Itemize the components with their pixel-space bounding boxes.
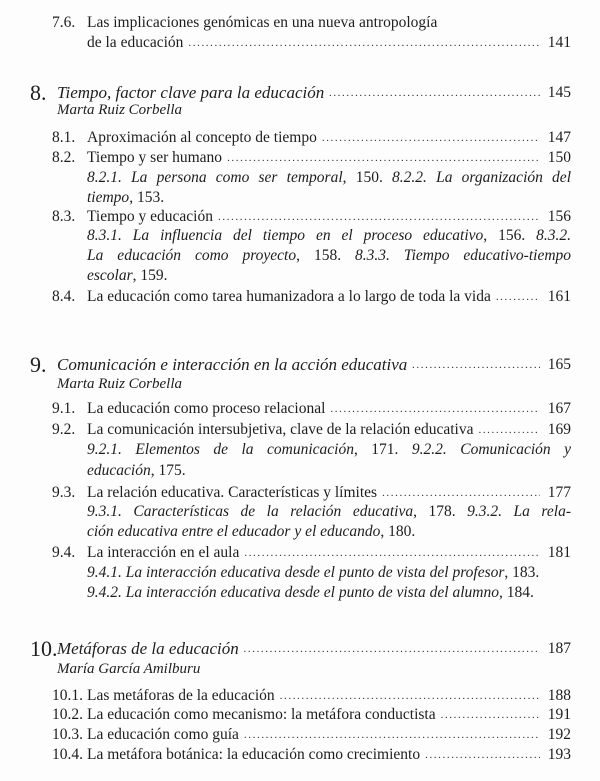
subsection-segment: , 150.: [342, 169, 393, 186]
toc-sub-line: [0, 563, 600, 583]
page-number: 141: [547, 34, 571, 51]
entry-body: [87, 705, 571, 725]
page-number: 167: [547, 400, 571, 417]
toc-sub-line: [0, 188, 600, 208]
subsection-segment: , 183.: [504, 564, 540, 581]
subsection-segment: , 178.: [413, 503, 468, 520]
page-number: 193: [547, 746, 571, 763]
entry-body: [87, 207, 571, 227]
subsection-segment: 9.2.1. Elementos de la comunicación: [87, 441, 354, 458]
entry-number: 7.6.: [52, 14, 76, 31]
entry-body: [87, 13, 571, 33]
entry-title: La educación como guía: [87, 726, 239, 743]
page-number: 187: [547, 640, 571, 657]
dot-leader: [280, 686, 540, 706]
entry-body: [87, 33, 571, 53]
subsection-segment: , 180.: [380, 523, 416, 540]
chapter-author: María García Amilburu: [57, 661, 201, 677]
entry-title: Tiempo y educación: [87, 208, 213, 225]
subsection-line: [87, 168, 571, 188]
entry-body: [87, 287, 571, 307]
page-number: 177: [547, 484, 571, 501]
chapter-title: Metáforas de la educación: [57, 639, 239, 658]
page-number: 156: [547, 208, 571, 225]
toc-entry-line: [0, 207, 600, 227]
entry-body: [87, 543, 571, 563]
page-number: 145: [547, 84, 571, 101]
page-number: 147: [547, 129, 571, 146]
entry-number: 10.3.: [52, 726, 83, 743]
entry-number: 9.2.: [52, 421, 76, 438]
toc-entry-line: [0, 148, 600, 168]
entry-body: [87, 725, 571, 745]
subsection-segment: 9.4.2. La interacción educativa desde el punto de vista del alumno: [87, 584, 499, 601]
entry-body: [87, 420, 571, 440]
page-number: 181: [547, 544, 571, 561]
chapter-number: 8.: [30, 80, 47, 105]
dot-leader: [227, 148, 540, 168]
page-number: 188: [547, 687, 571, 704]
subsection-line: [87, 522, 571, 542]
entry-title: La educación como tarea humanizadora a lo largo de toda la vida: [87, 288, 491, 305]
entry-title: La relación educativa. Características y límites: [87, 484, 378, 501]
page-number: 191: [547, 706, 571, 723]
entry-title: Las metáforas de la educación: [87, 687, 275, 704]
chapter-author: Marta Ruiz Corbella: [57, 376, 183, 392]
chapter-author: Marta Ruiz Corbella: [57, 102, 183, 118]
toc-author-line: [0, 100, 600, 120]
entry-body: [87, 128, 571, 148]
entry-title: Aproximación al concepto de tiempo: [87, 129, 317, 146]
toc-sub-line: [0, 440, 600, 460]
toc-sub-line: [0, 522, 600, 542]
toc-sub-line: [0, 226, 600, 246]
chapter-number: 10.: [30, 636, 58, 661]
subsection-segment: , 184.: [498, 584, 534, 601]
dot-leader: [478, 420, 539, 440]
subsection-line: [87, 246, 571, 266]
toc-cont-line: [0, 33, 600, 53]
entry-number: 10.1.: [52, 687, 83, 704]
subsection-segment: escolar: [87, 267, 133, 284]
toc-entry-line: [0, 705, 600, 725]
subsection-line: [87, 583, 571, 603]
entry-number: 8.1.: [52, 129, 76, 146]
chapter-title: Comunicación e interacción en la acción educativa: [57, 355, 408, 374]
entry-number: 9.3.: [52, 484, 76, 501]
entry-title: La educación como proceso relacional: [87, 400, 326, 417]
entry-number: 8.2.: [52, 149, 76, 166]
dot-leader: [330, 399, 539, 419]
page-number: 169: [547, 421, 571, 438]
entry-number: 10.4.: [52, 746, 83, 763]
toc-sub-line: [0, 266, 600, 286]
toc-sub-line: [0, 168, 600, 188]
page-number: 192: [547, 726, 571, 743]
subsection-segment: 9.2.2. Comunicación y: [411, 441, 571, 458]
dot-leader: [425, 745, 540, 765]
entry-title: La metáfora botánica: la educación como crecimiento: [87, 746, 421, 763]
subsection-line: [87, 440, 571, 460]
entry-title: de la educación: [87, 34, 184, 51]
entry-body: [87, 148, 571, 168]
page-number: 150: [547, 149, 571, 166]
entry-title: La educación como mecanismo: la metáfora conductista: [87, 706, 436, 723]
chapter-number: 9.: [30, 352, 47, 377]
toc-sub-line: [0, 246, 600, 266]
subsection-segment: 8.3.3. Tiempo educativo-tiempo: [355, 247, 572, 264]
toc-entry-line: [0, 420, 600, 440]
toc-entry-line: [0, 686, 600, 706]
dot-leader: [441, 705, 540, 725]
subsection-segment: , 175.: [150, 462, 186, 479]
subsection-segment: 9.3.1. Características de la relación educativa: [87, 503, 414, 520]
toc-author-line: [0, 659, 600, 679]
subsection-segment: 8.3.2.: [536, 227, 571, 244]
subsection-segment: 9.4.1. La interacción educativa desde el punto de vista del profesor: [87, 564, 505, 581]
entry-title: Las implicaciones genómicas en una nueva antropología: [87, 14, 438, 31]
subsection-segment: , 158.: [296, 247, 356, 264]
subsection-segment: 9.3.2. La rela-: [467, 503, 571, 520]
entry-body: [87, 399, 571, 419]
dot-leader: [382, 483, 540, 503]
dot-leader: [218, 207, 540, 227]
dot-leader: [244, 725, 540, 745]
subsection-segment: tiempo: [87, 189, 130, 206]
entry-number: 9.1.: [52, 400, 76, 417]
entry-body: [87, 745, 571, 765]
dot-leader: [496, 287, 540, 307]
entry-title: La comunicación intersubjetiva, clave de la relación educativa: [87, 421, 474, 438]
dot-leader: [188, 33, 539, 53]
toc-entry-line: [0, 725, 600, 745]
subsection-segment: La educación como proyecto: [87, 247, 297, 264]
entry-number: 9.4.: [52, 544, 76, 561]
subsection-segment: , 156.: [483, 227, 537, 244]
entry-body: [87, 686, 571, 706]
subsection-segment: 8.2.2. La organización del: [392, 169, 571, 186]
dot-leader: [322, 128, 540, 148]
entry-number: 8.3.: [52, 208, 76, 225]
subsection-segment: , 159.: [132, 267, 168, 284]
entry-number: 10.2.: [52, 706, 83, 723]
page-number: [567, 13, 571, 33]
toc-entry-line: [0, 287, 600, 307]
entry-number: 8.4.: [52, 288, 76, 305]
page-number: 161: [547, 288, 571, 305]
entry-title: La interacción en el aula: [87, 544, 240, 561]
toc-sub-line: [0, 461, 600, 481]
subsection-segment: ción educativa entre el educador y el educando: [87, 523, 381, 540]
dot-leader: [244, 543, 539, 563]
toc-entry-line: [0, 128, 600, 148]
subsection-segment: 8.2.1. La persona como ser temporal: [87, 169, 343, 186]
subsection-segment: , 171.: [353, 441, 412, 458]
toc-entry-line: [0, 745, 600, 765]
subsection-line: [87, 502, 571, 522]
subsection-line: [87, 188, 571, 208]
toc-sub-line: [0, 583, 600, 603]
toc-author-line: [0, 374, 600, 394]
subsection-line: [87, 563, 571, 583]
entry-body: [87, 483, 571, 503]
subsection-segment: educación: [87, 462, 151, 479]
toc-entry-line: [0, 399, 600, 419]
subsection-line: [87, 226, 571, 246]
page-number: 165: [547, 356, 571, 373]
toc-sub-line: [0, 502, 600, 522]
subsection-line: [87, 461, 571, 481]
toc-entry-line: [0, 483, 600, 503]
entry-title: Tiempo y ser humano: [87, 149, 223, 166]
chapter-title: Tiempo, factor clave para la educación: [57, 83, 325, 102]
subsection-segment: , 153.: [129, 189, 165, 206]
subsection-segment: 8.3.1. La influencia del tiempo en el proceso educativo: [87, 227, 484, 244]
toc-entry-line: [0, 13, 600, 33]
toc-entry-line: [0, 543, 600, 563]
subsection-line: [87, 266, 571, 286]
